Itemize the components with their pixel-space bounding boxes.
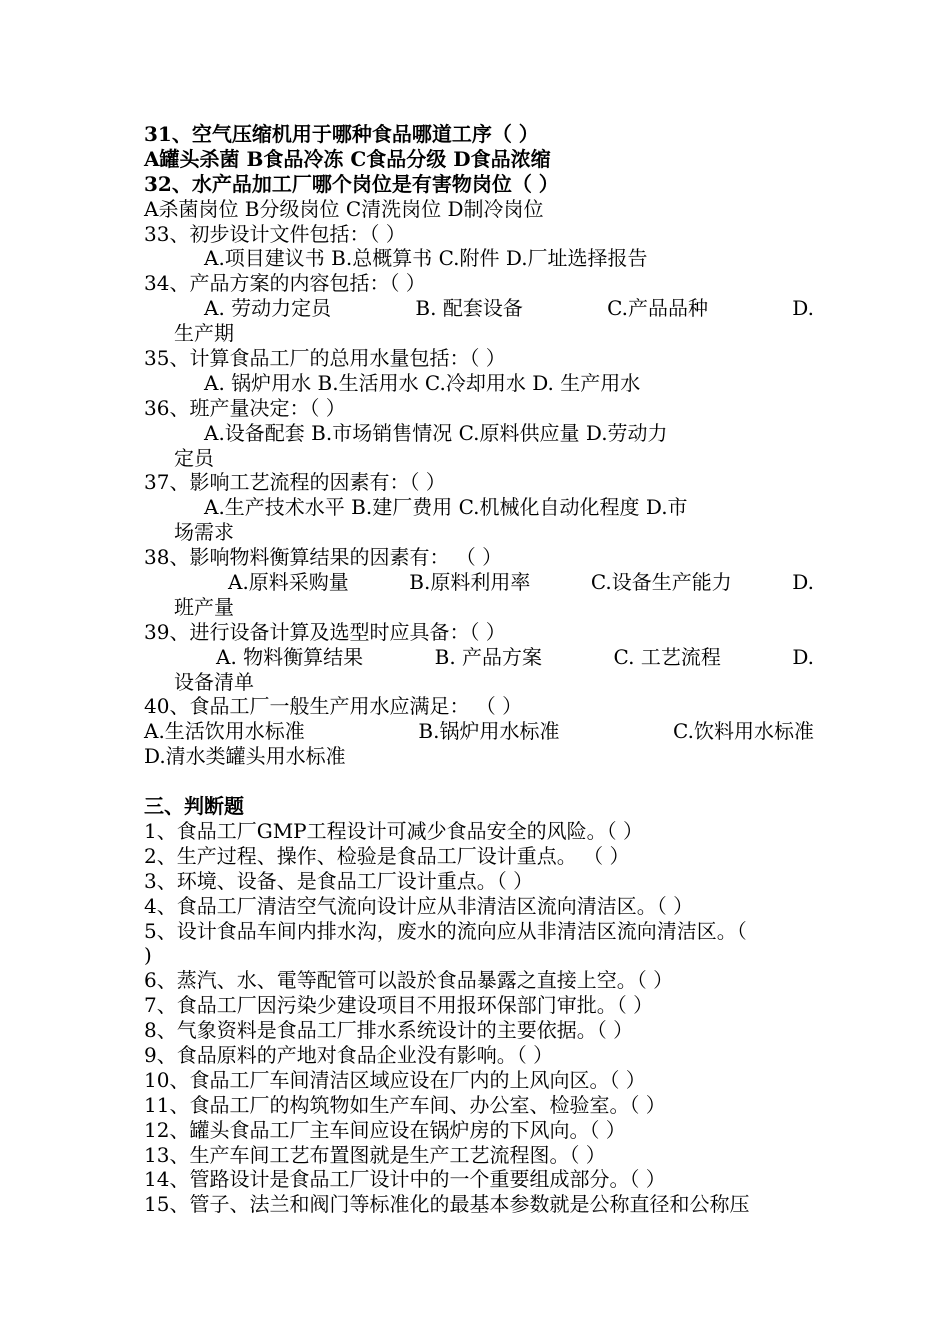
q34-option-b: B. 配套设备 — [415, 296, 523, 321]
question-37-options: A.生产技术水平 B.建厂费用 C.机械化自动化程度 D.市 — [204, 495, 688, 520]
question-38-stem: 38、影响物料衡算结果的因素有： （ ） — [144, 545, 503, 570]
question-37-wrap: 场需求 — [174, 520, 234, 545]
question-32-options: A杀菌岗位 B分级岗位 C清洗岗位 D制冷岗位 — [144, 196, 544, 221]
question-38-wrap: 班产量 — [174, 594, 234, 619]
q40-option-a: A.生活饮用水标准 — [144, 719, 305, 744]
q34-option-a: A. 劳动力定员 — [204, 296, 332, 321]
question-33-options: A.项目建议书 B.总概算书 C.附件 D.厂址选择报告 — [204, 246, 648, 271]
q39-option-b: B. 产品方案 — [434, 644, 543, 669]
question-36-wrap: 定员 — [174, 445, 214, 470]
question-35-stem: 35、计算食品工厂的总用水量包括：（ ） — [144, 346, 506, 371]
question-40-stem: 40、食品工厂一般生产用水应满足： （ ） — [144, 694, 523, 719]
q34-option-c: C.产品品种 — [607, 296, 709, 321]
spacer — [144, 769, 814, 794]
question-39-stem: 39、进行设备计算及选型时应具备：（ ） — [144, 619, 506, 644]
q40-option-b: B.锅炉用水标准 — [418, 719, 560, 744]
q39-option-a: A. 物料衡算结果 — [216, 644, 364, 669]
tf-item: 15、管子、法兰和阀门等标准化的最基本参数就是公称直径和公称压 — [144, 1192, 750, 1217]
tf-item: 3、环境、设备、是食品工厂设计重点。（ ） — [144, 868, 534, 893]
q34-option-d: D. — [792, 296, 814, 321]
question-38-options — [144, 570, 814, 595]
question-34-stem: 34、产品方案的内容包括：（ ） — [144, 271, 426, 296]
tf-item: 14、管路设计是食品工厂设计中的一个重要组成部分。（ ） — [144, 1167, 666, 1192]
q39-option-d: D. — [792, 644, 814, 669]
tf-item: 4、食品工厂清洁空气流向设计应从非清洁区流向清洁区。（ ） — [144, 893, 694, 918]
tf-item: 5、设计食品车间内排水沟，废水的流向应从非清洁区流向清洁区。（ — [144, 918, 747, 943]
tf-item: 11、食品工厂的构筑物如生产车间、办公室、检验室。（ ） — [144, 1092, 666, 1117]
tf-item-wrap: ) — [144, 943, 152, 968]
question-31-options: A罐头杀菌 B食品冷冻 C食品分级 D食品浓缩 — [144, 146, 551, 171]
tf-item: 6、蒸汽、水、電等配管可以設於食品暴露之直接上空。（ ） — [144, 968, 674, 993]
question-32-stem: 32、水产品加工厂哪个岗位是有害物岗位（ ） — [144, 171, 559, 196]
question-35-options: A. 锅炉用水 B.生活用水 C.冷却用水 D. 生产用水 — [204, 370, 641, 395]
q38-option-c: C.设备生产能力 — [590, 570, 732, 595]
question-40-wrap: D.清水类罐头用水标准 — [144, 744, 346, 769]
tf-item: 1、食品工厂GMP工程设计可减少食品安全的风险。（ ） — [144, 818, 643, 843]
q40-option-c: C.饮料用水标准 — [673, 719, 814, 744]
question-39-wrap: 设备清单 — [174, 669, 254, 694]
tf-item: 10、食品工厂车间清洁区域应设在厂内的上风向区。（ ） — [144, 1067, 646, 1092]
tf-item: 9、食品原料的产地对食品企业没有影响。（ ） — [144, 1042, 554, 1067]
tf-item: 2、生产过程、操作、检验是食品工厂设计重点。 （ ） — [144, 843, 630, 868]
q38-option-d: D. — [792, 570, 814, 595]
question-37-stem: 37、影响工艺流程的因素有：（ ） — [144, 470, 446, 495]
q39-option-c: C. 工艺流程 — [613, 644, 721, 669]
question-34-options — [144, 296, 814, 321]
question-36-options: A.设备配套 B.市场销售情况 C.原料供应量 D.劳动力 — [204, 420, 668, 445]
question-34-wrap: 生产期 — [174, 321, 234, 346]
tf-item: 8、气象资料是食品工厂排水系统设计的主要依据。（ ） — [144, 1018, 634, 1043]
tf-item: 13、生产车间工艺布置图就是生产工艺流程图。（ ） — [144, 1142, 606, 1167]
question-36-stem: 36、班产量决定：（ ） — [144, 395, 346, 420]
q38-option-b: B.原料利用率 — [409, 570, 531, 595]
tf-item: 12、罐头食品工厂主车间应设在锅炉房的下风向。（ ） — [144, 1117, 626, 1142]
tf-item: 7、食品工厂因污染少建设项目不用报环保部门审批。（ ） — [144, 993, 654, 1018]
question-39-options — [144, 645, 814, 670]
section-3-title: 三、判断题 — [144, 794, 244, 819]
q38-option-a: A.原料采购量 — [228, 570, 349, 595]
question-33-stem: 33、初步设计文件包括：（ ） — [144, 221, 406, 246]
document-body — [144, 122, 814, 1217]
question-31-stem: 31、空气压缩机用于哪种食品哪道工序（ ） — [144, 122, 539, 146]
question-40-options — [144, 719, 814, 744]
